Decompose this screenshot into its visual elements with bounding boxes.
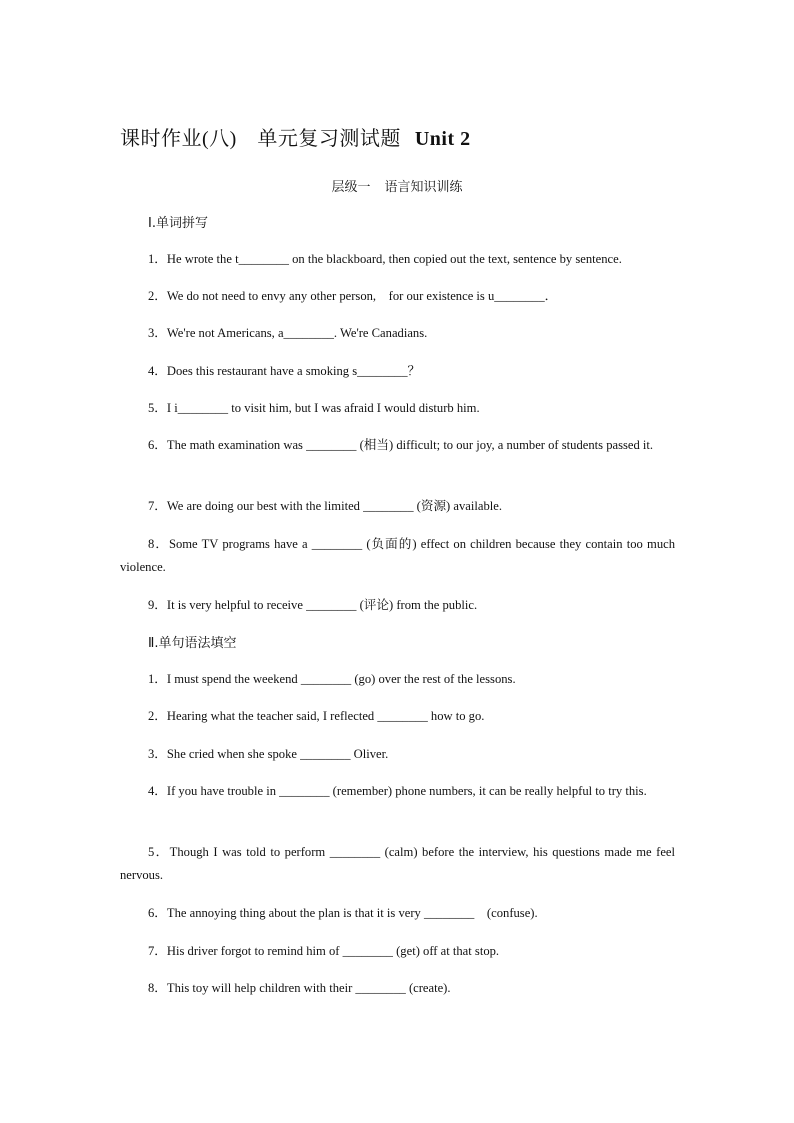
level-label: 层级一 xyxy=(331,180,371,195)
question-item: 9．It is very helpful to receive ________ (评论) from the public. xyxy=(148,598,478,612)
question-item: 8．Some TV programs have a ________ (负面的) effect on children because they contain too much violence. xyxy=(120,537,675,574)
question-item: 8．This toy will help children with their ________ (create). xyxy=(148,981,451,995)
question-item: 7．His driver forgot to remind him of ________ (get) off at that stop. xyxy=(148,944,500,958)
question-item: 3．We're not Americans, a________. We're Canadians. xyxy=(148,326,428,340)
title-unit: Unit 2 xyxy=(414,128,471,150)
page-title xyxy=(120,122,471,151)
title-chinese: 课时作业(八) 单元复习测试题 xyxy=(120,128,401,150)
question-item: 5．Though I was told to perform ________ (calm) before the interview, his questions made me feel nervous. xyxy=(120,845,675,882)
question-item: 3．She cried when she spoke ________ Oliver. xyxy=(148,747,389,761)
question-item: 7．We are doing our best with the limited ________ (资源) available. xyxy=(148,499,502,513)
section-heading-grammar: Ⅱ.单句语法填空 xyxy=(148,636,237,651)
question-item: 4．Does this restaurant have a smoking s________？ xyxy=(148,364,421,378)
question-item: 1．I must spend the weekend ________ (go) over the rest of the lessons. xyxy=(148,672,516,686)
question-item: 6．The annoying thing about the plan is that it is very ________ (confuse). xyxy=(148,906,538,920)
question-item: 2．We do not need to envy any other person, for our existence is u________． xyxy=(148,289,558,303)
level-heading xyxy=(0,176,794,195)
question-item: 2．Hearing what the teacher said, I reflected ________ how to go. xyxy=(148,709,485,723)
question-item: 5．I i________ to visit him, but I was afraid I would disturb him. xyxy=(148,401,480,415)
section-heading-spelling: Ⅰ.单词拼写 xyxy=(148,216,208,231)
question-item: 1．He wrote the t________ on the blackboard, then copied out the text, sentence by sentence. xyxy=(148,252,622,266)
question-item: 6．The math examination was ________ (相当) difficult; to our joy, a number of students passed it. xyxy=(148,438,654,452)
question-item: 4．If you have trouble in ________ (remember) phone numbers, it can be really helpful to try this. xyxy=(148,784,647,798)
level-title: 语言知识训练 xyxy=(384,180,463,195)
